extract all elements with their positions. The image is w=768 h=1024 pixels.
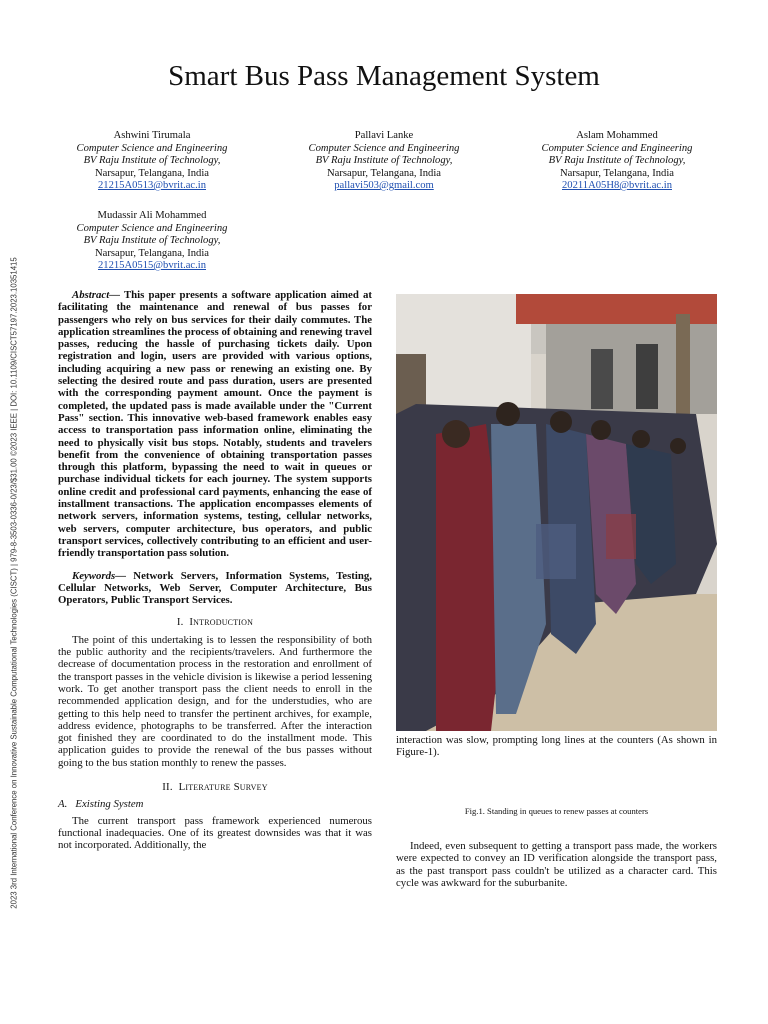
queue-photo-illustration bbox=[396, 294, 717, 731]
keywords-lead: Keywords— bbox=[72, 569, 126, 582]
author-dept: Computer Science and Engineering bbox=[76, 222, 228, 234]
abstract-text: This paper presents a software application aimed at facilitating the maintenance and renewal of bus passes for passengers who rely on bus services for their daily commutes. The application streamlines the process of obtaining and renewing travel passes, reducing the hassle of purchasing tickets daily. Upon registration and login, users are provided with various options, including acquiring a new pass or renewing an existing one. By selecting the desired route and pass duration, users are presented with the corresponding payment amount. Once the payment is completed, the updated pass is made available under the "Current Pass" section. This innovative web-based framework enables easy access to transportation pass information online, eliminating the need to physically visit bus stops. Notably, students and travelers benefit from the convenience of obtaining transportation passes through this platform, bypassing the need to wait in queues or purchase individual tickets for each journey. The system supports online credit and professional card payments, enhancing the ease of installment transactions. The application encompasses elements of network servers, information systems, testing, cellular networks, web servers, computer architecture, bus operators, and public transport services, collectively contributing to an efficient and user-friendly transportation pass solution. bbox=[58, 289, 372, 560]
introduction-paragraph: The point of this undertaking is to lessen the responsibility of both the public authority and the recipients/travelers. And furthermore the decrease of documentation process in the restoration and enrollment of the transport passes in the vehicle division is likewise a period lessening work. To get another transport pass the client needs to enroll in the recommended application design, and for the understudies, who are getting to this help need to transfer the pertinent archives, for example, address evidence, photographs to be transferred. After the interaction got finished they are coordinated to do the installment mode. This application guides to provide the renewal of the bus passes without going to the bus station monthly to renew the passes. bbox=[58, 633, 372, 769]
continued-paragraph: interaction was slow, prompting long lines at the counters (As shown in Figure-1). bbox=[396, 734, 717, 759]
author-location: Narsapur, Telangana, India bbox=[560, 167, 674, 179]
side-stamp-text: 2023 3rd International Conference on Innovative Sustainable Computational Technologies (CISCT) | 979-8-3503-0336-0/23/$31.00 ©2023 IEEE | DOI: 10.1109/CISCT57197.2023.10351415 bbox=[9, 256, 19, 909]
author-location: Narsapur, Telangana, India bbox=[95, 247, 209, 259]
abstract-lead: Abstract— bbox=[72, 289, 120, 301]
author-email-link[interactable]: 21215A0515@bvrit.ac.in bbox=[97, 260, 207, 271]
abstract bbox=[58, 289, 372, 560]
author-name: Pallavi Lanke bbox=[354, 130, 414, 141]
author-block-4 bbox=[52, 210, 252, 273]
section-heading-introduction bbox=[58, 616, 372, 628]
section-title: Literature Survey bbox=[178, 780, 268, 793]
left-column bbox=[58, 289, 372, 851]
keywords bbox=[58, 570, 372, 607]
right-column-continued bbox=[396, 734, 717, 759]
author-email-link[interactable]: 21215A0513@bvrit.ac.in bbox=[97, 180, 207, 191]
figure-caption: Fig.1. Standing in queues to renew passes at counters bbox=[464, 806, 649, 816]
section-number: II. bbox=[162, 780, 173, 793]
section-number: I. bbox=[176, 616, 184, 629]
author-location: Narsapur, Telangana, India bbox=[95, 167, 209, 179]
existing-system-paragraph: The current transport pass framework experienced numerous functional inadequacies. One of its greatest downsides was that it was not incorporated. Additionally, the bbox=[58, 814, 372, 852]
right-paragraph: Indeed, even subsequent to getting a transport pass made, the workers were expected to convey an ID verification alongside the transport pass, as the past transport pass couldn't be utilized as a character card. This cycle was awkward for the suburbanite. bbox=[396, 840, 717, 889]
section-heading-literature-survey bbox=[58, 781, 372, 793]
author-block-1 bbox=[52, 130, 252, 193]
author-location: Narsapur, Telangana, India bbox=[327, 167, 441, 179]
subsection-label: A. bbox=[58, 798, 68, 811]
author-block-3 bbox=[517, 130, 717, 193]
author-email-link[interactable]: 20211A05H8@bvrit.ac.in bbox=[562, 180, 672, 191]
author-inst: BV Raju Institute of Technology, bbox=[83, 155, 221, 166]
ieee-side-stamp bbox=[8, 210, 20, 955]
author-dept: Computer Science and Engineering bbox=[308, 142, 460, 154]
author-dept: Computer Science and Engineering bbox=[541, 142, 693, 154]
subsection-title: Existing System bbox=[75, 798, 144, 811]
author-email-link[interactable]: pallavi503@gmail.com bbox=[334, 180, 434, 191]
author-inst: BV Raju Institute of Technology, bbox=[83, 235, 221, 246]
author-name: Mudassir Ali Mohammed bbox=[97, 210, 207, 221]
section-title: Introduction bbox=[189, 616, 254, 629]
paper-title: Smart Bus Pass Management System bbox=[168, 60, 600, 92]
author-dept: Computer Science and Engineering bbox=[76, 142, 228, 154]
figure-1-photo bbox=[396, 294, 717, 731]
author-inst: BV Raju Institute of Technology, bbox=[548, 155, 686, 166]
right-column-bottom bbox=[396, 840, 717, 889]
keywords-text: Network Servers, Information Systems, Testing, Cellular Networks, Web Server, Computer Architecture, Bus Operators, Public Transport Services. bbox=[58, 569, 372, 607]
subsection-heading bbox=[58, 798, 372, 810]
author-name: Ashwini Tirumala bbox=[113, 130, 191, 141]
author-block-2 bbox=[284, 130, 484, 193]
author-inst: BV Raju Institute of Technology, bbox=[315, 155, 453, 166]
author-name: Aslam Mohammed bbox=[576, 130, 658, 141]
